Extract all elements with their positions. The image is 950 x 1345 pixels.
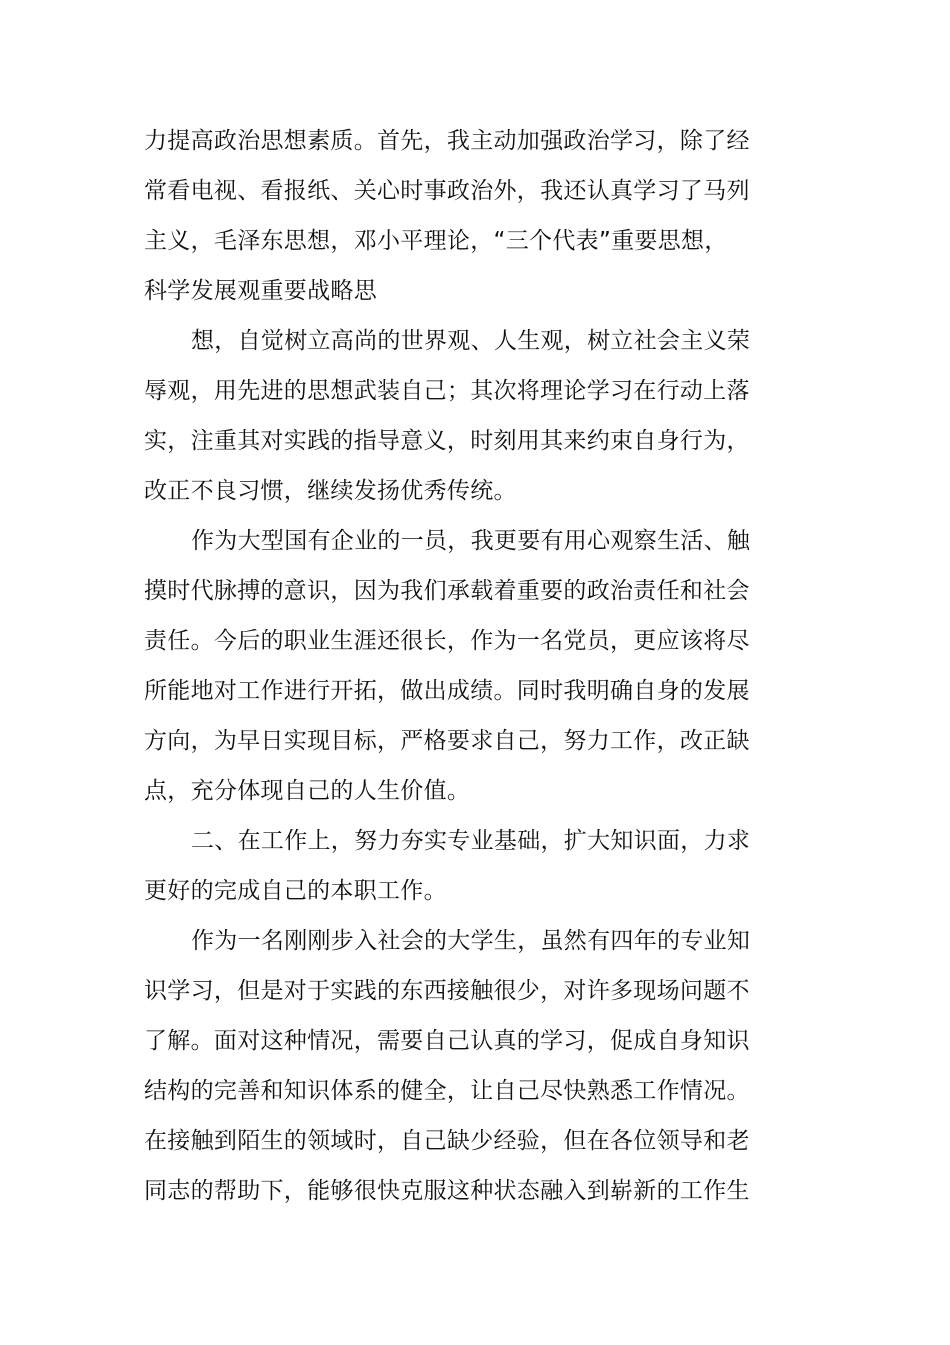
paragraph-start-line: 作为大型国有企业的一员，我更要有用心观察生活、触 — [191, 528, 751, 554]
text-line: 结构的完善和知识体系的健全，让自己尽快熟悉工作情况。 — [144, 1078, 750, 1104]
text-line: 所能地对工作进行开拓，做出成绩。同时我明确自身的发展 — [144, 678, 750, 704]
text-line: 方向，为早日实现目标，严格要求自己，努力工作，改正缺 — [144, 728, 750, 754]
text-line: 责任。今后的职业生涯还很长，作为一名党员，更应该将尽 — [144, 628, 750, 654]
text-line: 主义，毛泽东思想，邓小平理论，“三个代表”重要思想， — [144, 228, 728, 254]
paragraph-start-line: 想，自觉树立高尚的世界观、人生观，树立社会主义荣 — [191, 328, 751, 354]
text-line: 力提高政治思想素质。首先，我主动加强政治学习，除了经 — [144, 128, 750, 154]
text-line: 改正不良习惯，继续发扬优秀传统。 — [144, 478, 517, 504]
text-line: 了解。面对这种情况，需要自己认真的学习，促成自身知识 — [144, 1028, 750, 1054]
text-line: 科学发展观重要战略思 — [144, 278, 377, 304]
text-line: 摸时代脉搏的意识，因为我们承载着重要的政治责任和社会 — [144, 578, 750, 604]
text-line: 更好的完成自己的本职工作。 — [144, 878, 447, 904]
text-line: 点，充分体现自己的人生价值。 — [144, 778, 471, 804]
text-line: 在接触到陌生的领域时，自己缺少经验，但在各位领导和老 — [144, 1128, 750, 1154]
text-line: 常看电视、看报纸、关心时事政治外，我还认真学习了马列 — [144, 178, 750, 204]
text-line: 实，注重其对实践的指导意义，时刻用其来约束自身行为， — [144, 428, 750, 454]
section-heading-line: 二、在工作上，努力夯实专业基础，扩大知识面，力求 — [191, 828, 751, 854]
text-line: 识学习，但是对于实践的东西接触很少，对许多现场问题不 — [144, 978, 750, 1004]
text-line: 同志的帮助下，能够很快克服这种状态融入到崭新的工作生 — [144, 1178, 750, 1204]
paragraph-start-line: 作为一名刚刚步入社会的大学生，虽然有四年的专业知 — [191, 928, 751, 954]
document-body — [144, 116, 751, 1216]
text-line: 辱观，用先进的思想武装自己；其次将理论学习在行动上落 — [144, 378, 750, 404]
